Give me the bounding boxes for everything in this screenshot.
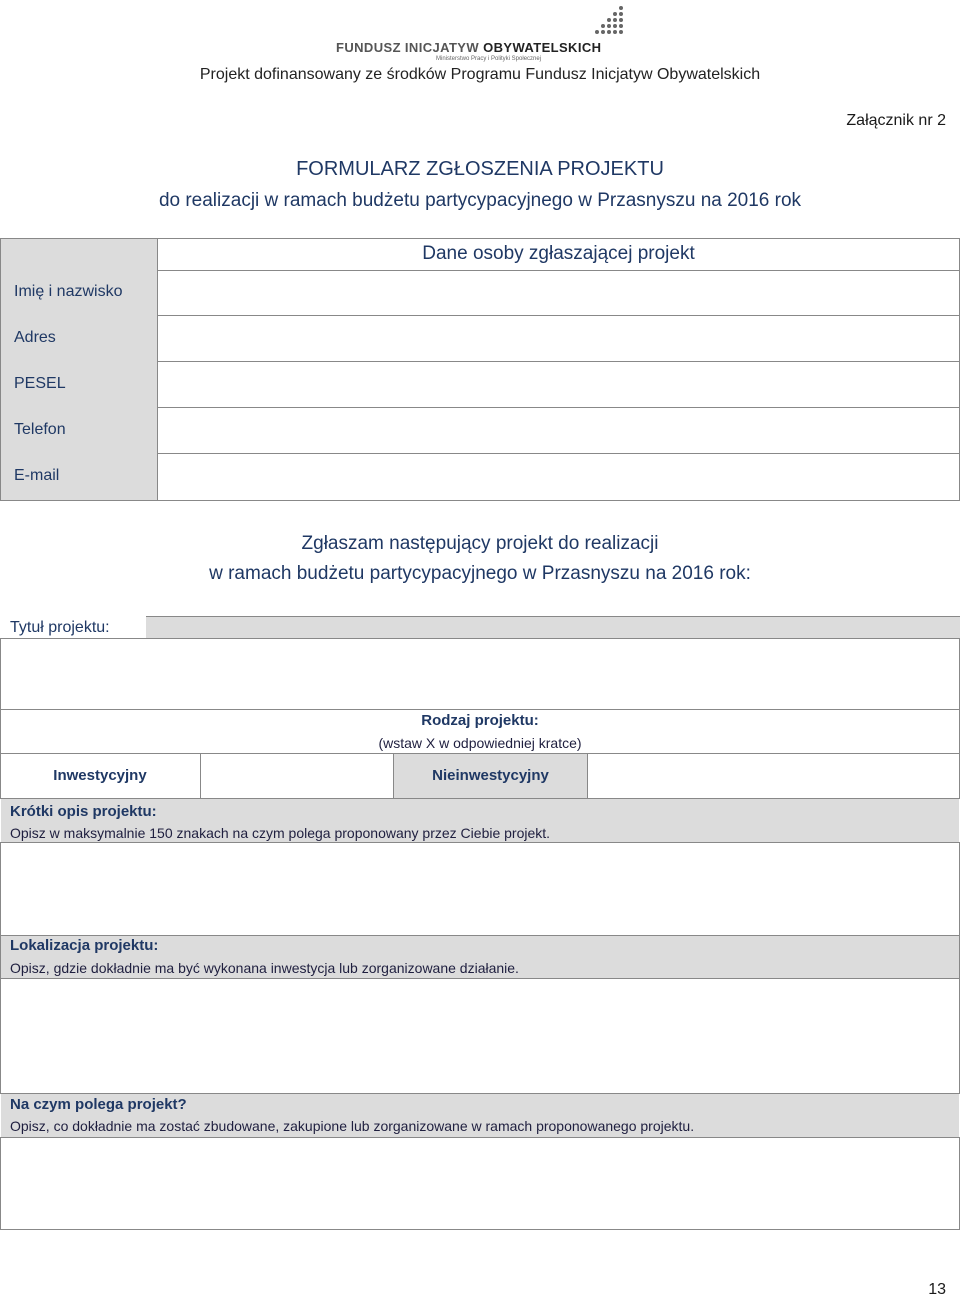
logo-text-part1: FUNDUSZ INICJATYW	[336, 40, 480, 55]
project-title-header-bar	[146, 616, 960, 639]
logo-dots-icon	[591, 4, 627, 38]
field-label-pesel: PESEL	[14, 375, 66, 392]
submission-line1: Zgłaszam następujący projekt do realizacji	[301, 533, 659, 554]
form-title: FORMULARZ ZGŁOSZENIA PROJEKTU	[296, 158, 664, 180]
what-input[interactable]	[0, 1137, 960, 1230]
field-label-name: Imię i nazwisko	[14, 283, 123, 300]
description-heading: Krótki opis projektu:	[10, 803, 157, 820]
logo-text-part2: OBYWATELSKICH	[483, 40, 602, 55]
applicant-heading: Dane osoby zgłaszającej projekt	[422, 243, 695, 264]
option-noninvestment-checkbox[interactable]	[588, 754, 958, 798]
phone-input[interactable]	[159, 408, 958, 452]
location-hint: Opisz, gdzie dokładnie ma być wykonana inwestycja lub zorganizowane działanie.	[10, 960, 519, 976]
applicant-labels-column	[1, 239, 157, 500]
option-investment-label: Inwestycyjny	[53, 767, 147, 784]
location-input[interactable]	[0, 978, 960, 1094]
field-label-address: Adres	[14, 329, 56, 346]
page-number: 13	[928, 1281, 946, 1298]
logo-text	[336, 40, 601, 55]
project-title-label: Tytuł projektu:	[10, 619, 110, 636]
what-heading: Na czym polega projekt?	[10, 1096, 187, 1113]
field-label-email: E-mail	[14, 467, 60, 484]
project-title-input[interactable]	[0, 638, 960, 710]
pesel-input[interactable]	[159, 362, 958, 406]
annex-label: Załącznik nr 2	[846, 112, 946, 129]
option-investment-checkbox[interactable]	[200, 754, 393, 798]
project-type-hint: (wstaw X w odpowiedniej kratce)	[378, 735, 582, 751]
field-label-phone: Telefon	[14, 421, 66, 438]
email-input[interactable]	[159, 454, 958, 499]
project-type-heading: Rodzaj projektu:	[421, 712, 539, 729]
what-hint: Opisz, co dokładnie ma zostać zbudowane, zakupione lub zorganizowane w ramach proponowanego projektu.	[10, 1118, 695, 1134]
submission-line2: w ramach budżetu partycypacyjnego w Przasnyszu na 2016 rok:	[209, 563, 751, 584]
location-heading: Lokalizacja projektu:	[10, 937, 159, 954]
description-hint: Opisz w maksymalnie 150 znakach na czym polega proponowany przez Ciebie projekt.	[10, 825, 551, 841]
address-input[interactable]	[159, 316, 958, 360]
form-subtitle: do realizacji w ramach budżetu partycypacyjnego w Przasnyszu na 2016 rok	[158, 190, 802, 211]
description-input[interactable]	[0, 842, 960, 936]
header-note: Projekt dofinansowany ze środków Programu Fundusz Inicjatyw Obywatelskich	[199, 66, 761, 83]
logo-subtitle: Ministerstwo Pracy i Polityki Społecznej	[436, 56, 542, 62]
logo	[336, 4, 626, 62]
name-input[interactable]	[159, 271, 958, 314]
option-noninvestment-label: Nieinwestycyjny	[432, 767, 549, 784]
